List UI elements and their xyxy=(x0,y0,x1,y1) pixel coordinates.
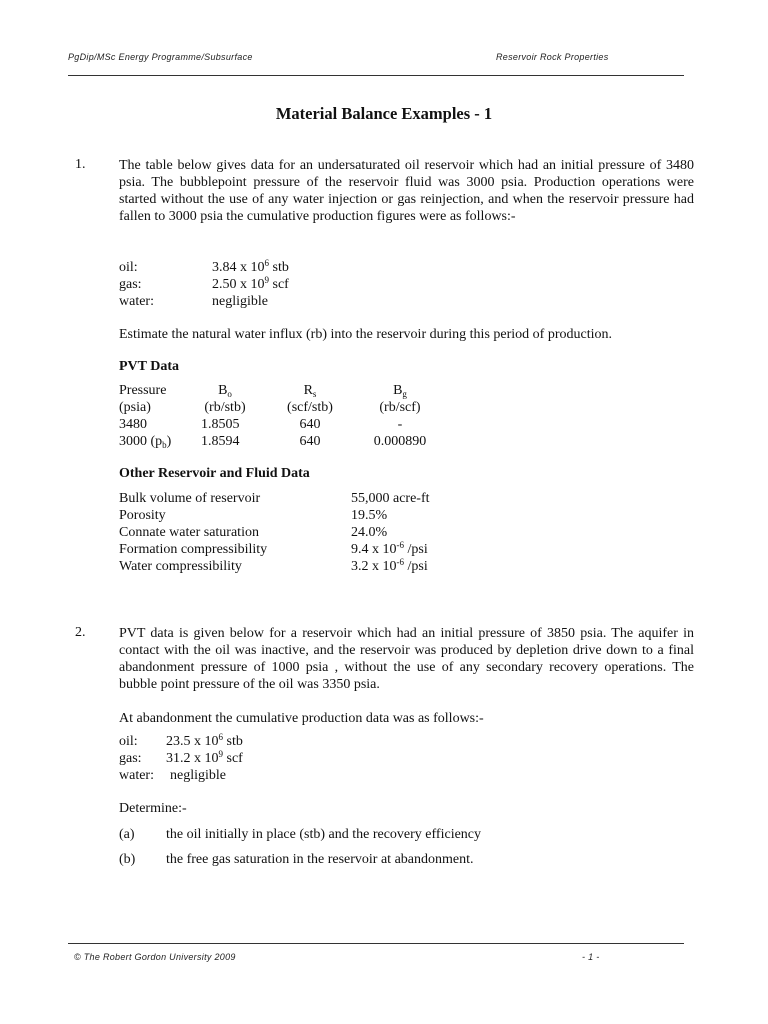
q2-production-gas-value: 31.2 x $10^9$ scf xyxy=(166,749,243,766)
pvt-row-2-rs: 640 xyxy=(299,434,321,449)
q2-item-b-marker: (b) xyxy=(119,852,136,867)
q2-item-a-text: the oil initially in place (stb) and the recovery efficiency xyxy=(166,827,482,842)
pvt-header-rs: $R_s$ xyxy=(303,383,317,399)
q1-production-gas-label: gas: xyxy=(119,277,142,292)
question-2-text: PVT data is given below for a reservoir which had an initial pressure of 3850 psia. The aquifer in contact with the oil was inactive, and the reservoir was produced by depletion drive down to a final abandonment pressure of 1000 psia , without the use of any secondary recovery operations. The bubble point pressure of the oil was 3350 psia. xyxy=(119,626,694,692)
question-2-abandonment: At abandonment the cumulative production data was as follows:- xyxy=(119,711,484,726)
q1-production-oil-label: oil: xyxy=(119,260,138,275)
question-1-task: Estimate the natural water influx (rb) into the reservoir during this period of production. xyxy=(119,327,612,342)
other-water-compressibility-label: Water compressibility xyxy=(119,559,242,574)
question-2-number: 2. xyxy=(75,625,86,640)
pvt-header-bg: $B_g$ xyxy=(393,383,407,399)
other-connate-water-label: Connate water saturation xyxy=(119,525,259,540)
q2-production-water-value: negligible xyxy=(170,768,226,783)
other-data-heading: Other Reservoir and Fluid Data xyxy=(119,466,310,481)
q2-item-a-marker: (a) xyxy=(119,827,135,842)
pvt-row-1-bo: 1.8505 xyxy=(201,417,240,432)
header-left: PgDip/MSc Energy Programme/Subsurface xyxy=(68,52,253,62)
q2-production-water-label: water: xyxy=(119,768,154,783)
other-bulk-volume-label: Bulk volume of reservoir xyxy=(119,491,261,506)
question-2-determine: Determine:- xyxy=(119,801,187,816)
pvt-header-bg-unit: (rb/scf) xyxy=(379,400,421,415)
header-right: Reservoir Rock Properties xyxy=(496,52,609,62)
question-1-number: 1. xyxy=(75,157,86,172)
page-title: Material Balance Examples - 1 xyxy=(275,104,493,123)
footer-rule xyxy=(68,943,684,944)
q1-production-water-value: negligible xyxy=(212,294,268,309)
pvt-header-psia: (psia) xyxy=(119,400,151,415)
pvt-header-pressure: Pressure xyxy=(119,383,167,398)
pvt-header-bo: $B_o$ xyxy=(218,383,232,399)
header-rule xyxy=(68,75,684,76)
pvt-header-bo-unit: (rb/stb) xyxy=(204,400,246,415)
question-1-text: The table below gives data for an undersaturated oil reservoir which had an initial pressure of 3480 psia. The bubblepoint pressure of the reservoir fluid was 3000 psia. Production operations were started without the use of any water injection or gas reinjection, and when the reservoir pressure had fallen to 3000 psia the cumulative production figures were as follows:- xyxy=(119,158,694,224)
pvt-header-rs-unit: (scf/stb) xyxy=(287,400,333,415)
other-connate-water-value: 24.0% xyxy=(351,525,388,540)
other-porosity-value: 19.5% xyxy=(351,508,388,523)
other-porosity-label: Porosity xyxy=(119,508,166,523)
q1-production-gas-value: 2.50 x $10^9$ scf xyxy=(212,275,289,292)
q2-production-oil-label: oil: xyxy=(119,734,138,749)
pvt-row-1-bg: - xyxy=(397,417,403,432)
pvt-row-1-rs: 640 xyxy=(299,417,321,432)
pvt-row-2-pressure: 3000 $(p_b)$ xyxy=(119,434,172,450)
pvt-row-1-pressure: 3480 xyxy=(119,417,147,432)
q2-production-gas-label: gas: xyxy=(119,751,142,766)
other-water-compressibility-value: 3.2 x $10^{-6}$ /psi xyxy=(351,557,428,574)
footer-copyright: © The Robert Gordon University 2009 xyxy=(74,952,236,962)
pvt-row-2-bo: 1.8594 xyxy=(201,434,240,449)
q2-production-oil-value: 23.5 x $10^6$ stb xyxy=(166,732,243,749)
q1-production-oil-value: 3.84 x $10^6$ stb xyxy=(212,258,289,275)
other-formation-compressibility-label: Formation compressibility xyxy=(119,542,268,557)
other-bulk-volume-value: 55,000 acre-ft xyxy=(351,491,430,506)
pvt-row-2-bg: 0.000890 xyxy=(373,434,427,449)
pvt-data-heading: PVT Data xyxy=(119,359,180,374)
q1-production-water-label: water: xyxy=(119,294,154,309)
q2-item-b-text: the free gas saturation in the reservoir at abandonment. xyxy=(166,852,474,867)
page-number: - 1 - xyxy=(582,952,600,962)
other-formation-compressibility-value: 9.4 x $10^{-6}$ /psi xyxy=(351,540,428,557)
